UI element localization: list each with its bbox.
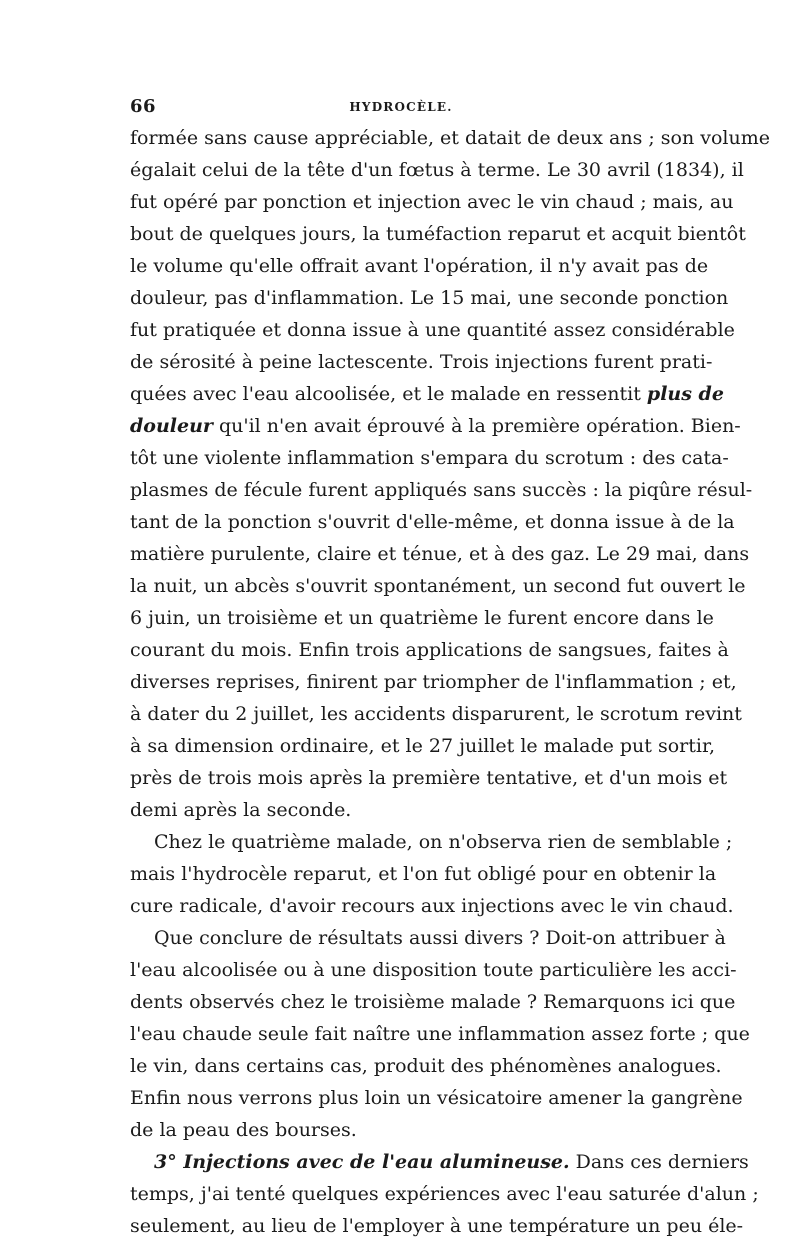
text-segment: la nuit, un abcès s'ouvrit spontanément, un second fut ouvert le bbox=[130, 575, 746, 597]
text-line bbox=[130, 1082, 743, 1114]
text-line bbox=[130, 154, 744, 186]
text-segment: quées avec l'eau alcoolisée, et le malade en ressentit bbox=[130, 383, 647, 405]
text-segment: à sa dimension ordinaire, et le 27 juillet le malade put sortir, bbox=[130, 735, 715, 757]
text-segment: près de trois mois après la première tentative, et d'un mois et bbox=[130, 767, 728, 789]
text-segment: 6 juin, un troisième et un quatrième le furent encore dans le bbox=[130, 607, 714, 629]
text-line bbox=[130, 922, 726, 954]
text-segment: tant de la ponction s'ouvrit d'elle-même, et donna issue à de la bbox=[130, 511, 735, 533]
text-segment: de la peau des bourses. bbox=[130, 1119, 357, 1141]
body-text bbox=[130, 122, 771, 1242]
paragraph bbox=[130, 922, 750, 1146]
text-line bbox=[130, 826, 733, 858]
text-line bbox=[130, 858, 717, 890]
text-segment: seulement, au lieu de l'employer à une température un peu éle- bbox=[130, 1215, 744, 1237]
text-line bbox=[130, 698, 742, 730]
text-line bbox=[130, 730, 715, 762]
text-segment: dents observés chez le troisième malade ? Remarquons ici que bbox=[130, 991, 736, 1013]
text-line bbox=[130, 794, 672, 826]
text-segment: courant du mois. Enfin trois applications de sangsues, faites à bbox=[130, 639, 729, 661]
text-segment: fut pratiquée et donna issue à une quantité assez considérable bbox=[130, 319, 735, 341]
text-line bbox=[130, 538, 750, 570]
book-page bbox=[130, 92, 771, 1237]
text-segment: à dater du 2 juillet, les accidents disparurent, le scrotum revint bbox=[130, 703, 742, 725]
text-line bbox=[130, 250, 709, 282]
text-segment: douleur, pas d'inflammation. Le 15 mai, une seconde ponction bbox=[130, 287, 729, 309]
text-segment: matière purulente, claire et ténue, et à des gaz. Le 29 mai, dans bbox=[130, 543, 750, 565]
text-line bbox=[130, 186, 734, 218]
text-line bbox=[130, 314, 735, 346]
paragraph bbox=[130, 122, 771, 826]
emphasized-text: 3° Injections avec de l'eau alumineuse. bbox=[154, 1151, 570, 1173]
text-segment: diverses reprises, finirent par triompher de l'inflammation ; et, bbox=[130, 671, 737, 693]
text-segment: Enfin nous verrons plus loin un vésicatoire amener la gangrène bbox=[130, 1087, 743, 1109]
text-line bbox=[130, 282, 729, 314]
text-line bbox=[130, 122, 771, 154]
text-segment: Que conclure de résultats aussi divers ? Doit-on attribuer à bbox=[154, 927, 726, 949]
text-line bbox=[130, 1178, 759, 1210]
text-segment: demi après la seconde. bbox=[130, 799, 352, 821]
text-line bbox=[130, 986, 736, 1018]
text-line bbox=[130, 666, 737, 698]
emphasized-text: plus de bbox=[646, 383, 724, 405]
text-segment: cure radicale, d'avoir recours aux injections avec le vin chaud. bbox=[130, 895, 734, 917]
text-segment: qu'il n'en avait éprouvé à la première opération. Bien- bbox=[212, 415, 741, 437]
text-line bbox=[130, 762, 728, 794]
running-title: HYDROCÈLE. bbox=[349, 100, 453, 114]
text-segment: Chez le quatrième malade, on n'observa rien de semblable ; bbox=[154, 831, 733, 853]
text-line bbox=[130, 410, 741, 442]
text-line bbox=[130, 634, 729, 666]
emphasized-text: douleur bbox=[130, 415, 213, 437]
text-segment: égalait celui de la tête d'un fœtus à terme. Le 30 avril (1834), il bbox=[130, 159, 744, 181]
paragraph bbox=[130, 826, 734, 922]
text-line bbox=[130, 1146, 749, 1178]
text-line bbox=[130, 890, 734, 922]
text-line bbox=[130, 378, 724, 410]
text-line bbox=[130, 954, 737, 986]
text-segment: fut opéré par ponction et injection avec le vin chaud ; mais, au bbox=[130, 191, 734, 213]
text-line bbox=[130, 474, 753, 506]
text-line bbox=[130, 1114, 672, 1146]
text-line bbox=[130, 602, 714, 634]
text-line bbox=[130, 1018, 750, 1050]
text-segment: Dans ces derniers bbox=[569, 1151, 749, 1173]
text-segment: bout de quelques jours, la tuméfaction reparut et acquit bientôt bbox=[130, 223, 746, 245]
running-head bbox=[130, 92, 672, 122]
text-segment: plasmes de fécule furent appliqués sans succès : la piqûre résul- bbox=[130, 479, 753, 501]
text-line bbox=[130, 442, 729, 474]
text-line bbox=[130, 570, 746, 602]
text-line bbox=[130, 1050, 722, 1082]
text-segment: temps, j'ai tenté quelques expériences avec l'eau saturée d'alun ; bbox=[130, 1183, 759, 1205]
text-segment: mais l'hydrocèle reparut, et l'on fut obligé pour en obtenir la bbox=[130, 863, 717, 885]
text-segment: le volume qu'elle offrait avant l'opération, il n'y avait pas de bbox=[130, 255, 709, 277]
text-line bbox=[130, 506, 735, 538]
text-line bbox=[130, 218, 746, 250]
text-line bbox=[130, 346, 713, 378]
text-segment: l'eau alcoolisée ou à une disposition toute particulière les acci- bbox=[130, 959, 737, 981]
text-segment: le vin, dans certains cas, produit des phénomènes analogues. bbox=[130, 1055, 722, 1077]
paragraph bbox=[130, 1146, 759, 1242]
text-segment: de sérosité à peine lactescente. Trois injections furent prati- bbox=[130, 351, 713, 373]
text-segment: l'eau chaude seule fait naître une inflammation assez forte ; que bbox=[130, 1023, 750, 1045]
text-segment: formée sans cause appréciable, et datait de deux ans ; son volume bbox=[130, 127, 771, 149]
text-segment: tôt une violente inflammation s'empara du scrotum : des cata- bbox=[130, 447, 729, 469]
page-number: 66 bbox=[130, 96, 157, 117]
